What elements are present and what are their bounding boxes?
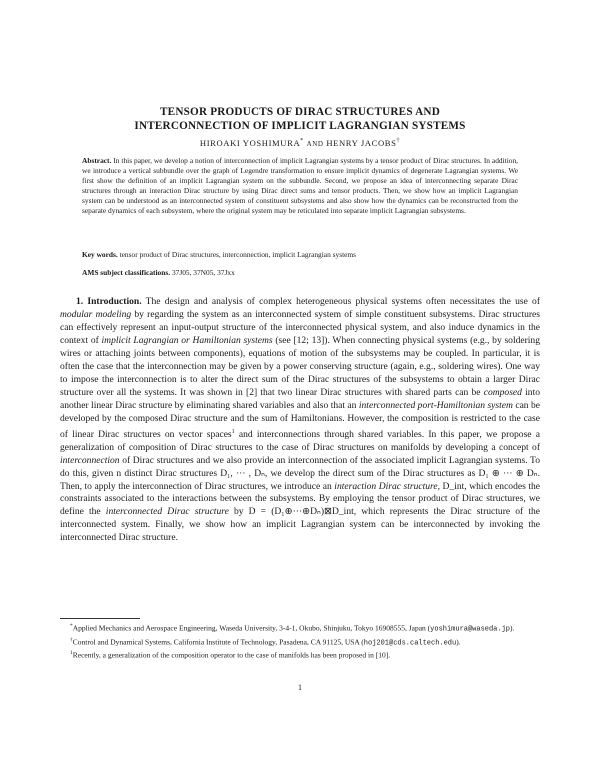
ams-label: AMS subject classifications. [82, 268, 171, 277]
footnote-rule [60, 618, 140, 619]
footnote-author-1 [60, 621, 540, 635]
ams-classifications [82, 268, 518, 278]
page-number: 1 [298, 683, 302, 692]
footnote-2-email[interactable]: hoj201@cds.caltech.edu [363, 639, 457, 647]
intro-emph-ids: interaction Dirac structure, [334, 480, 441, 492]
intro-text-5: can be developed by the composed Dirac structure and the sum of Hamiltonians. However, the composition is restricted to the case of linear Dirac structures on vector spaces [60, 399, 541, 440]
intro-text-2: by regarding the system as an interconnected system of simple constituent subsystems. Dirac structures can effectively represent an input-output structure of the interconnected physical system, and also induce dynamics in the context of [60, 308, 541, 346]
author-1-mark: * [300, 138, 304, 145]
title-line-2: INTERCONNECTION OF IMPLICIT LAGRANGIAN SYSTEMS [134, 119, 466, 132]
footnote-3-mark: 1 [70, 650, 73, 656]
footnote-2-text: Control and Dynamical Systems, California Institute of Technology, Pasadena, CA 91125, USA ( [72, 637, 364, 646]
abstract-label: Abstract. [82, 156, 112, 165]
intro-text-3: (see [12; 13]). When connecting physical systems (e.g., by soldering wires or attaching joints between components), equations of motion of the subsystems may be coupled. In particular, it is often the case that the interconnection may be given by a power conserving structure (again, e.g., soldering wires). One way to impose the interconnection is to alter the direct sum of the Dirac structures of the subsystems to obtain a larger Dirac structure over all the systems. It was shown in [2] that two linear Dirac structures with shared parts can be [60, 334, 540, 398]
keywords-text: tensor product of Dirac structures, interconnection, implicit Lagrangian systems [119, 250, 357, 259]
ams-text: 37J05, 37N05, 37Jxx [171, 268, 235, 277]
footnotes [60, 621, 540, 661]
footnote-3-text: Recently, a generalization of the composition operator to the case of manifolds has been proposed in [10]. [72, 650, 391, 660]
section-heading: 1. Introduction. [76, 296, 142, 307]
intro-text-4: into another linear Dirac structure by eliminating shared variables and also that an [60, 386, 540, 411]
footnote-1-end: ). [510, 623, 515, 633]
footnote-2-end: ). [456, 637, 461, 646]
intro-emph-composed: composed [483, 386, 522, 398]
abstract-text: In this paper, we develop a notion of interconnection of implicit Lagrangian systems by a tensor product of Dirac structures. In addition, we introduce a vertical subbundle over the graph of Legendre transformation to ensure implicit dynamics of degenerate Lagrangian systems. We first show the definition of an implicit Lagrangian system on the subbundle. Second, we propose an idea of interconnecting separate Dirac structures through an interaction Dirac structure by using Dirac direct sums and tensor products. Then, we show how an implicit Lagrangian system can be understood as an interconnected system of constituent subsystems and also show how the dynamics can be reconstructed from the separate dynamics of each subsystem, where the original system may be reticulated into separate implicit Lagrangian subsystems. [82, 156, 518, 216]
footnote-1-mark: * [70, 623, 73, 629]
intro-text-8: D_int, which encodes the constraints associated to the interactions between the subsystems. By employing the tensor product of Dirac structures, we define the [60, 480, 540, 518]
keywords [82, 250, 518, 260]
keywords-label: Key words. [82, 250, 118, 259]
intro-text-7: of Dirac structures and we also provide an interconnection of the associated implicit Lagrangian systems. To do this, given n distinct Dirac structures D₁, ··· , Dₙ, we develop the direct sum of the Dirac structures as D₁ ⊕ ··· ⊕ Dₙ. Then, to apply the interconnection of Dirac structures, we introduce an [60, 454, 540, 492]
footnote-author-2 [60, 635, 540, 649]
intro-emph-modular: modular modeling [60, 308, 132, 320]
author-1: HIROAKI YOSHIMURA [199, 138, 301, 148]
author-2: HENRY JACOBS [326, 138, 397, 148]
paper-title [60, 106, 540, 133]
intro-emph-interconnection: interconnection [60, 454, 120, 466]
footnote-1-email[interactable]: yoshimura@waseda.jp [430, 625, 510, 634]
title-line-1: TENSOR PRODUCTS OF DIRAC STRUCTURES AND [160, 106, 440, 118]
intro-text-9: by D = (D₁⊕···⊕Dₙ)⊠D_int, which represents the Dirac structure of the interconnected system. Finally, we show how an implicit Lagrangian system can be interconnected by invoking the interconnected Dirac structure. [60, 506, 540, 544]
author-2-mark: † [396, 138, 401, 145]
intro-text-6: and interconnections through shared variables. In this paper, we propose a generalization of composition of Dirac structures to the case of Dirac structures on manifolds by developing a concept of [60, 428, 540, 453]
footnote-2-mark: † [70, 636, 73, 643]
intro-emph-icds: interconnected Dirac structure [105, 506, 229, 518]
intro-emph-iph: interconnected port-Hamiltonian system [358, 399, 513, 411]
footnote-1-text: Applied Mechanics and Aerospace Engineering, Waseda University, 3-4-1, Okubo, Shinjuku, Tokyo 16908555, Japan ( [72, 623, 431, 633]
footnote-1 [60, 648, 540, 661]
intro-text-1: The design and analysis of complex heterogeneous physical systems often necessitates the use of [145, 296, 540, 307]
author-and: AND [306, 140, 324, 148]
intro-emph-ils: implicit Lagrangian or Hamiltonian systems [101, 334, 273, 346]
author-line [60, 138, 540, 148]
footnote-ref-1[interactable]: 1 [231, 428, 235, 435]
abstract [82, 156, 518, 217]
introduction-section [60, 296, 540, 545]
